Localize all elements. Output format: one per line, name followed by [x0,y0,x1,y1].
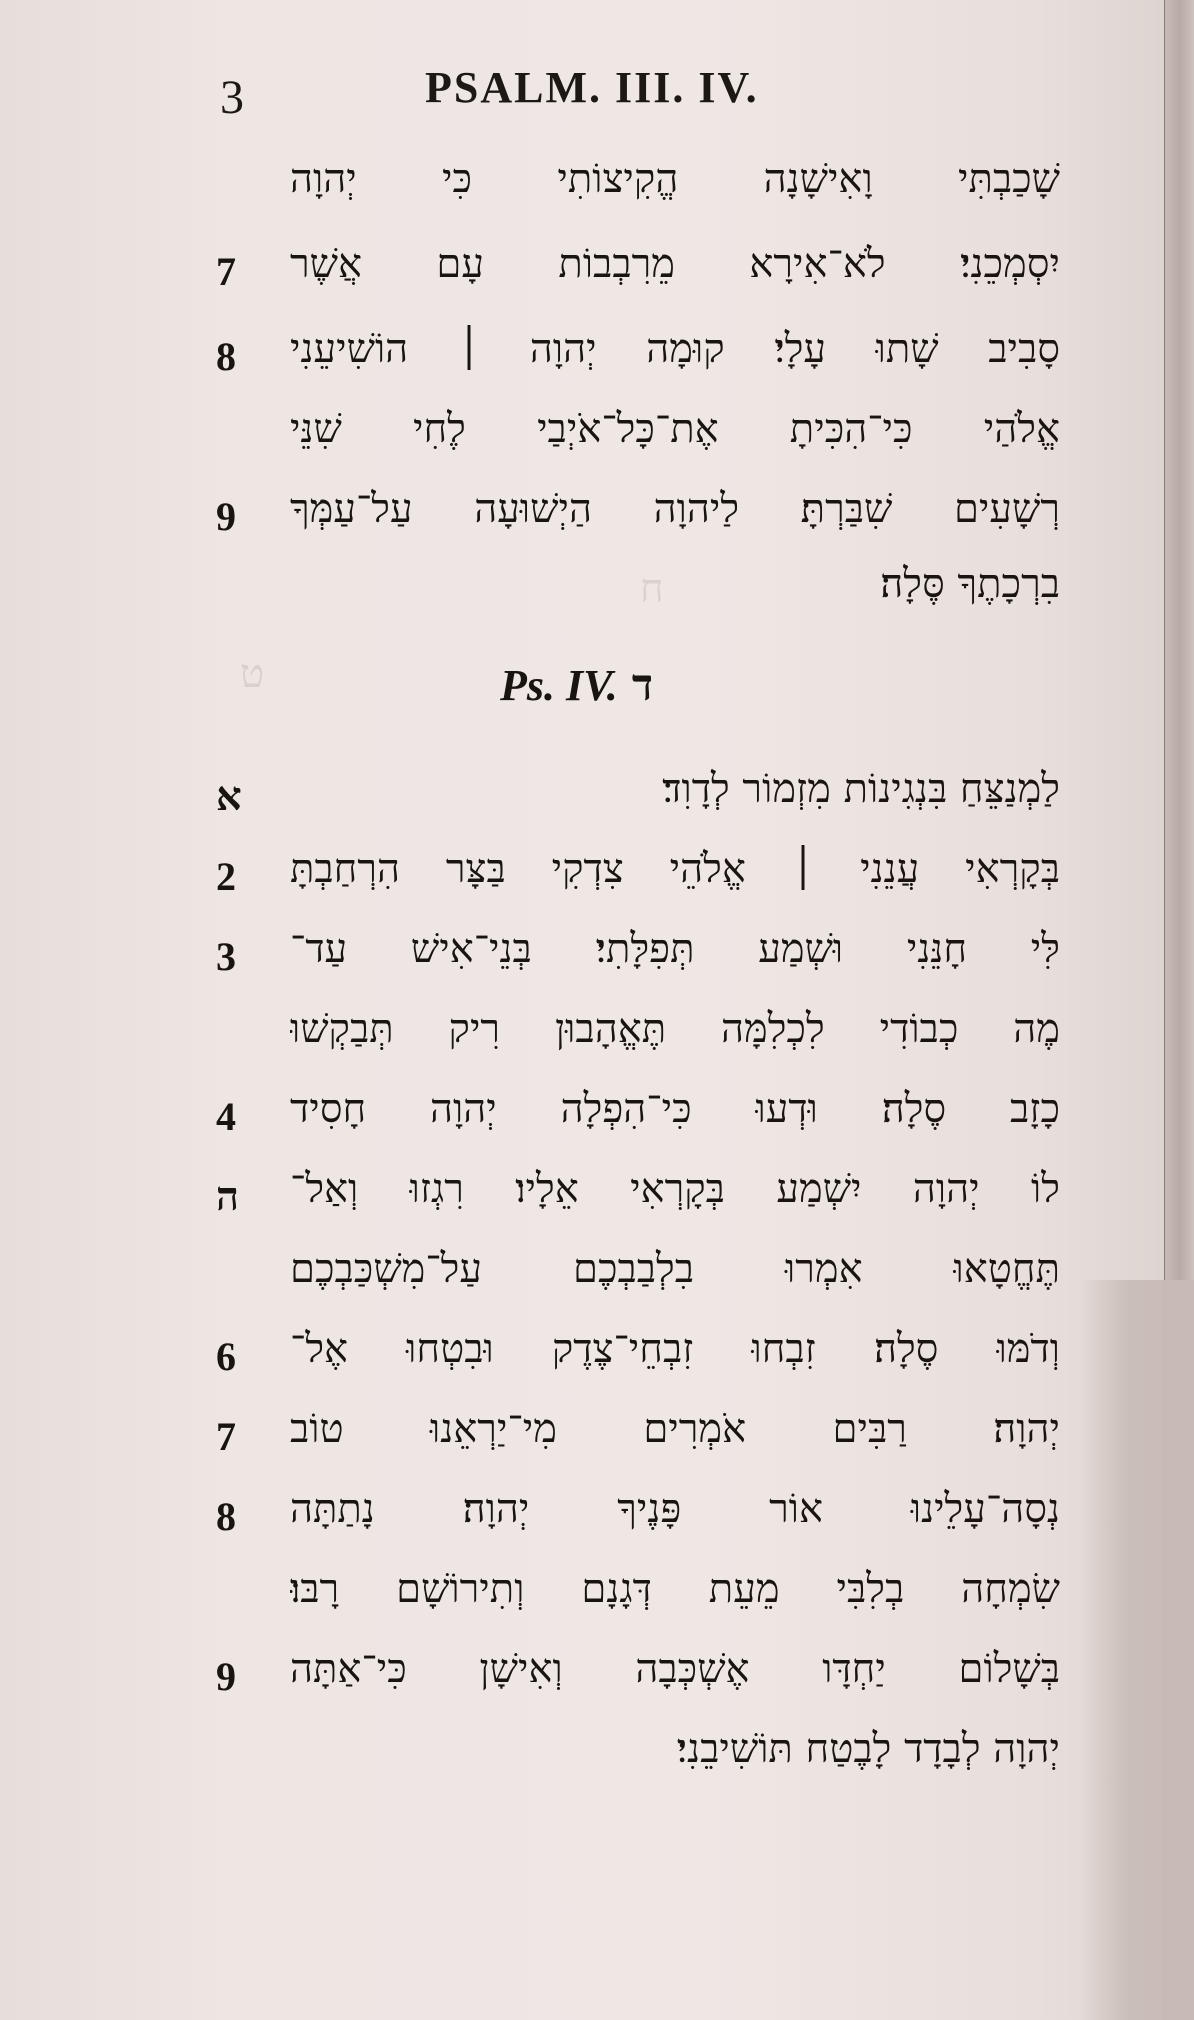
verse-number: 9 [216,494,236,539]
hebrew-line: תֶּחֱטָאוּ אִמְרוּ בִלְבַבְכֶם עַל־מִשְׁכַּבְכֶם [290,1246,1060,1292]
hebrew-line: נְסָה־עָלֵינוּ אוֹר פָּנֶיךָ יְהוָה׃ נָתַתָּה [290,1486,1060,1532]
hebrew-line: בְּשָׁלוֹם יַחְדָּו אֶשְׁכְּבָה וְאִישָׁן כִּי־אַתָּה [290,1646,1060,1692]
verse-number: 3 [216,934,236,979]
hebrew-line: שָׁכַבְתִּי וָאִישָׁנָה הֱקִיצוֹתִי כִּי יְהוָה [290,156,1060,202]
hebrew-line: שִׂמְחָה בְלִבִּי מֵעֵת דְּגָנָם וְתִירוֹשָׁם רָבּוּ׃ [290,1566,1060,1612]
hebrew-line: יִסְמְכֵנִי׃ לֹא־אִירָא מֵרִבְבוֹת עָם אֲשֶׁר [290,241,1060,287]
verse-number: 6 [216,1334,236,1379]
hebrew-line: בִרְכָתֶךָ סֶּלָה׃ [880,561,1060,607]
show-through-text: ח [640,566,668,612]
section-heading [500,660,653,711]
page-number: 3 [220,71,244,124]
hebrew-line: רְשָׁעִים שִׁבַּרְתָּ׃ לַיהוָה הַיְשׁוּעָה עַל־עַמְּךָ [290,486,1060,532]
section-heading-numeral: ד [631,660,653,711]
hebrew-line: יְהוָה לְבָדָד לָבֶטַח תּוֹשִׁיבֵנִי׃ [676,1726,1060,1772]
verse-number: 9 [216,1654,236,1699]
hebrew-line: לִּי חָנֵּנִי וּשְׁמַע תְּפִלָּתִי׃ בְּנֵי־אִישׁ עַד־ [290,926,1060,972]
hebrew-line: מֶה כְבוֹדִי לִכְלִמָּה תֶּאֱהָבוּן רִיק תְּבַקְשׁוּ [290,1006,1060,1052]
hebrew-line: אֱלֹהַי כִּי־הִכִּיתָ אֶת־כָּל־אֹיְבַי לֶחִי שִׁנֵּי [290,406,1060,452]
hebrew-line: לַמְנַצֵּחַ בִּנְגִינוֹת מִזְמוֹר לְדָוִד׃ [662,766,1060,812]
hebrew-line: יְהוָה׃ רַבִּים אֹמְרִים מִי־יַרְאֵנוּ טוֹב [290,1406,1060,1452]
verse-number: ה [216,1174,240,1219]
verse-number: 8 [216,1494,236,1539]
hebrew-line: סָבִיב שָׁתוּ עָלָי׃ קוּמָה יְהוָה ׀ הוֹשִׁיעֵנִי [290,326,1060,372]
hebrew-line: בְּקָרְאִי עֲנֵנִי ׀ אֱלֹהֵי צִדְקִי בַּצָּר הִרְחַבְתָּ [290,846,1060,892]
running-title: PSALM. III. IV. [425,63,759,112]
hebrew-line: לוֹ יְהוָה יִשְׁמַע בְּקָרְאִי אֵלָיו׃ רִגְזוּ וְאַל־ [290,1166,1060,1212]
section-heading-label: Ps. IV. [500,661,618,710]
verse-number: 2 [216,854,236,899]
hebrew-line: וְדֹמּוּ סֶלָה׃ זִבְחוּ זִבְחֵי־צֶדֶק וּבִטְחוּ אֶל־ [290,1326,1060,1372]
verse-number: 7 [216,1414,236,1459]
verse-number: 8 [216,334,236,379]
verse-number: א [216,774,242,819]
show-through-text: ט [240,651,269,697]
verse-number: 7 [216,249,236,294]
torn-page-edge [1080,1280,1194,2020]
verse-number: 4 [216,1094,236,1139]
hebrew-line: כָזָב סֶלָה׃ וּדְעוּ כִּי־הִפְלָה יְהוָה חָסִיד [290,1086,1060,1132]
